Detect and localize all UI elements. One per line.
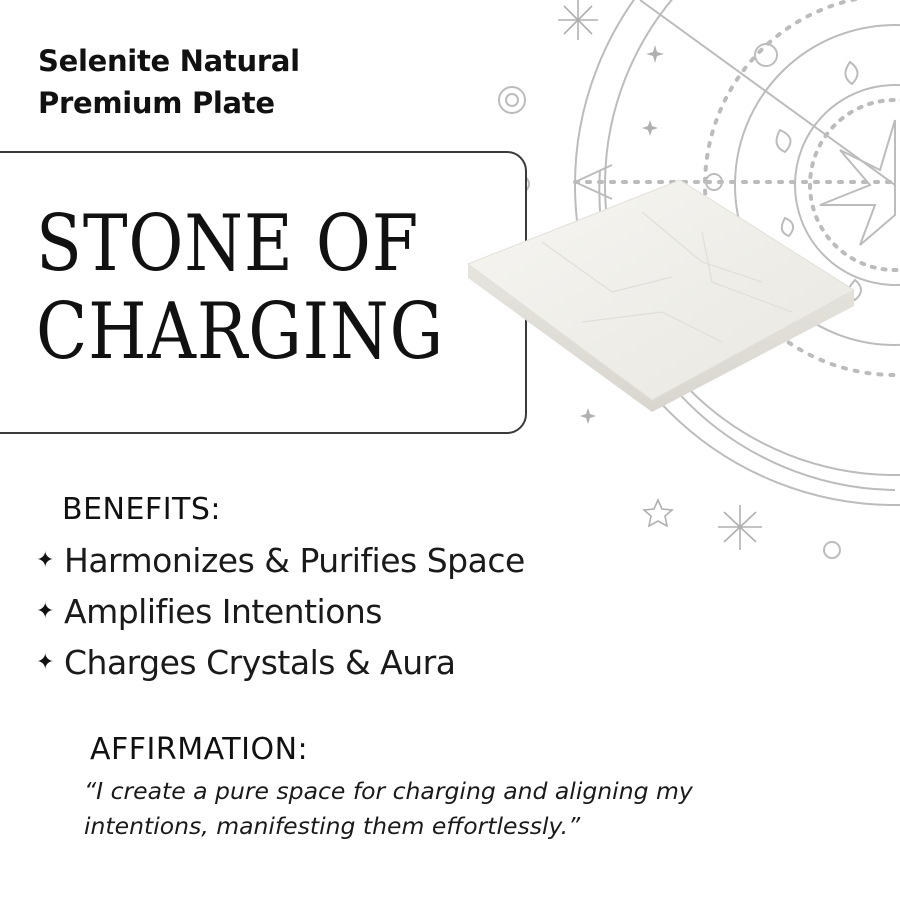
- planet-circle-1b: [506, 94, 518, 106]
- product-subtitle: Selenite Natural Premium Plate: [38, 44, 300, 120]
- selenite-plate-image: [462, 172, 862, 412]
- benefit-label: Harmonizes & Purifies Space: [64, 541, 525, 580]
- sparkle-icon: ✦: [36, 548, 54, 573]
- affirmation-heading: AFFIRMATION:: [90, 732, 309, 767]
- planet-circle-3: [755, 44, 777, 66]
- benefit-item: [36, 586, 525, 637]
- page-title: [36, 199, 445, 377]
- star-outline-icon: [644, 500, 672, 526]
- benefit-label: Charges Crystals & Aura: [64, 643, 456, 682]
- planet-circle-5: [824, 542, 840, 558]
- starburst-icon-2: [718, 505, 762, 550]
- plate-top: [468, 180, 854, 400]
- benefit-item: [36, 637, 525, 688]
- starburst-icon-1: [558, 0, 598, 40]
- sparkle-icon: ✦: [36, 599, 54, 624]
- tiny-sparkle-1: [646, 45, 664, 63]
- sparkle-icon: ✦: [36, 650, 54, 675]
- planet-circle-1: [499, 87, 525, 113]
- drop-shape-2: [845, 62, 857, 84]
- benefits-list: [36, 535, 525, 688]
- title-line-2: CHARGING: [36, 287, 445, 377]
- benefit-label: Amplifies Intentions: [64, 592, 382, 631]
- affirmation-quote: “I create a pure space for charging and aligning my intentions, manifesting them effortlessly.”: [84, 777, 693, 840]
- benefits-heading: BENEFITS:: [62, 492, 222, 527]
- tiny-sparkle-3: [642, 120, 658, 136]
- drop-shape-1: [776, 130, 790, 152]
- title-line-1: STONE OF: [36, 199, 420, 289]
- benefit-item: [36, 535, 525, 586]
